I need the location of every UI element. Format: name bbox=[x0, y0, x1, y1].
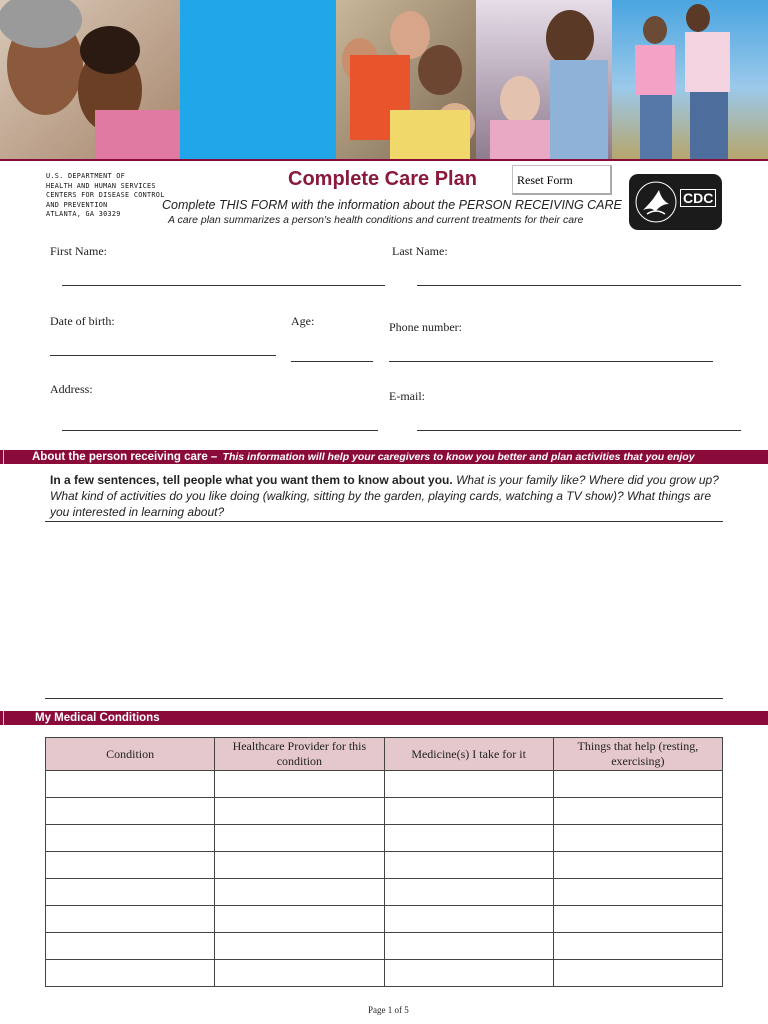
table-cell[interactable] bbox=[384, 852, 553, 879]
first-name-label: First Name: bbox=[50, 244, 107, 258]
table-cell[interactable] bbox=[553, 852, 722, 879]
conditions-section-header bbox=[0, 711, 768, 725]
column-header-provider: Healthcare Provider for this condition bbox=[215, 738, 384, 771]
table-row bbox=[46, 933, 723, 960]
conditions-table bbox=[45, 737, 723, 987]
agency-line: CENTERS FOR DISEASE CONTROL bbox=[46, 191, 165, 199]
phone-field[interactable] bbox=[389, 361, 713, 362]
about-text-area[interactable] bbox=[45, 523, 723, 696]
table-row bbox=[46, 771, 723, 798]
table-cell[interactable] bbox=[46, 879, 215, 906]
table-cell[interactable] bbox=[46, 771, 215, 798]
table-cell[interactable] bbox=[553, 960, 722, 987]
dob-label: Date of birth: bbox=[50, 314, 115, 328]
page-title: Complete Care Plan bbox=[288, 168, 477, 190]
about-divider-bottom bbox=[45, 698, 723, 699]
conditions-table-body bbox=[46, 771, 723, 987]
about-prompt-italic: What is your family like? Where did you grow up? What kind of activities do you like doing (walking, sitting by the garden, playing cards, watching a TV show)? What things are you interested in learning about? bbox=[50, 473, 719, 519]
table-row bbox=[46, 825, 723, 852]
table-cell[interactable] bbox=[553, 879, 722, 906]
table-cell[interactable] bbox=[215, 933, 384, 960]
column-header-medicine: Medicine(s) I take for it bbox=[384, 738, 553, 771]
table-row bbox=[46, 798, 723, 825]
table-cell[interactable] bbox=[215, 960, 384, 987]
agency-address bbox=[46, 172, 165, 220]
agency-line: ATLANTA, GA 30329 bbox=[46, 210, 121, 218]
column-header-things-that-help: Things that help (resting, exercising) bbox=[553, 738, 722, 771]
table-cell[interactable] bbox=[215, 825, 384, 852]
table-cell[interactable] bbox=[553, 906, 722, 933]
table-cell[interactable] bbox=[553, 933, 722, 960]
table-cell[interactable] bbox=[46, 798, 215, 825]
table-cell[interactable] bbox=[46, 852, 215, 879]
first-name-field[interactable] bbox=[62, 285, 385, 286]
about-section-note: This information will help your caregivers to know you better and plan activities that you enjoy bbox=[222, 451, 695, 463]
last-name-label: Last Name: bbox=[392, 244, 448, 258]
table-cell[interactable] bbox=[384, 906, 553, 933]
email-field[interactable] bbox=[417, 430, 741, 431]
table-cell[interactable] bbox=[215, 798, 384, 825]
dob-field[interactable] bbox=[50, 355, 276, 356]
table-cell[interactable] bbox=[46, 906, 215, 933]
table-row bbox=[46, 960, 723, 987]
table-cell[interactable] bbox=[553, 798, 722, 825]
table-row bbox=[46, 879, 723, 906]
table-cell[interactable] bbox=[215, 771, 384, 798]
about-prompt-bold: In a few sentences, tell people what you want them to know about you. bbox=[50, 473, 453, 487]
cdc-logo-text: CDC bbox=[680, 189, 716, 207]
conditions-section-title: My Medical Conditions bbox=[35, 712, 160, 724]
about-prompt bbox=[50, 472, 730, 520]
table-row bbox=[46, 906, 723, 933]
agency-line: HEALTH AND HUMAN SERVICES bbox=[46, 181, 156, 190]
table-cell[interactable] bbox=[384, 879, 553, 906]
table-cell[interactable] bbox=[215, 906, 384, 933]
form-description: A care plan summarizes a person's health conditions and current treatments for their care bbox=[168, 214, 584, 226]
agency-line: AND PREVENTION bbox=[46, 200, 108, 209]
reset-form-button[interactable]: Reset Form bbox=[512, 165, 612, 195]
table-cell[interactable] bbox=[384, 933, 553, 960]
age-label: Age: bbox=[291, 314, 315, 328]
column-header-condition: Condition bbox=[46, 738, 215, 771]
about-section-header bbox=[0, 450, 768, 464]
table-cell[interactable] bbox=[384, 960, 553, 987]
table-cell[interactable] bbox=[384, 771, 553, 798]
photo-banner bbox=[0, 0, 768, 160]
agency-line: U.S. DEPARTMENT OF bbox=[46, 172, 126, 180]
table-cell[interactable] bbox=[384, 798, 553, 825]
page-number: Page 1 of 5 bbox=[368, 1005, 409, 1015]
table-cell[interactable] bbox=[384, 825, 553, 852]
banner-divider bbox=[0, 159, 768, 161]
table-cell[interactable] bbox=[46, 933, 215, 960]
about-section-title: About the person receiving care – bbox=[32, 451, 218, 463]
email-label: E-mail: bbox=[389, 389, 425, 403]
table-cell[interactable] bbox=[215, 879, 384, 906]
phone-label: Phone number: bbox=[389, 320, 462, 334]
address-field[interactable] bbox=[62, 430, 378, 431]
address-label: Address: bbox=[50, 382, 93, 396]
table-cell[interactable] bbox=[553, 825, 722, 852]
conditions-header-row bbox=[46, 738, 723, 771]
age-field[interactable] bbox=[291, 361, 373, 362]
table-cell[interactable] bbox=[46, 825, 215, 852]
table-cell[interactable] bbox=[553, 771, 722, 798]
table-cell[interactable] bbox=[46, 960, 215, 987]
table-cell[interactable] bbox=[215, 852, 384, 879]
about-divider-top bbox=[45, 521, 723, 522]
table-row bbox=[46, 852, 723, 879]
last-name-field[interactable] bbox=[417, 285, 741, 286]
form-instruction: Complete THIS FORM with the information about the PERSON RECEIVING CARE bbox=[162, 198, 622, 212]
